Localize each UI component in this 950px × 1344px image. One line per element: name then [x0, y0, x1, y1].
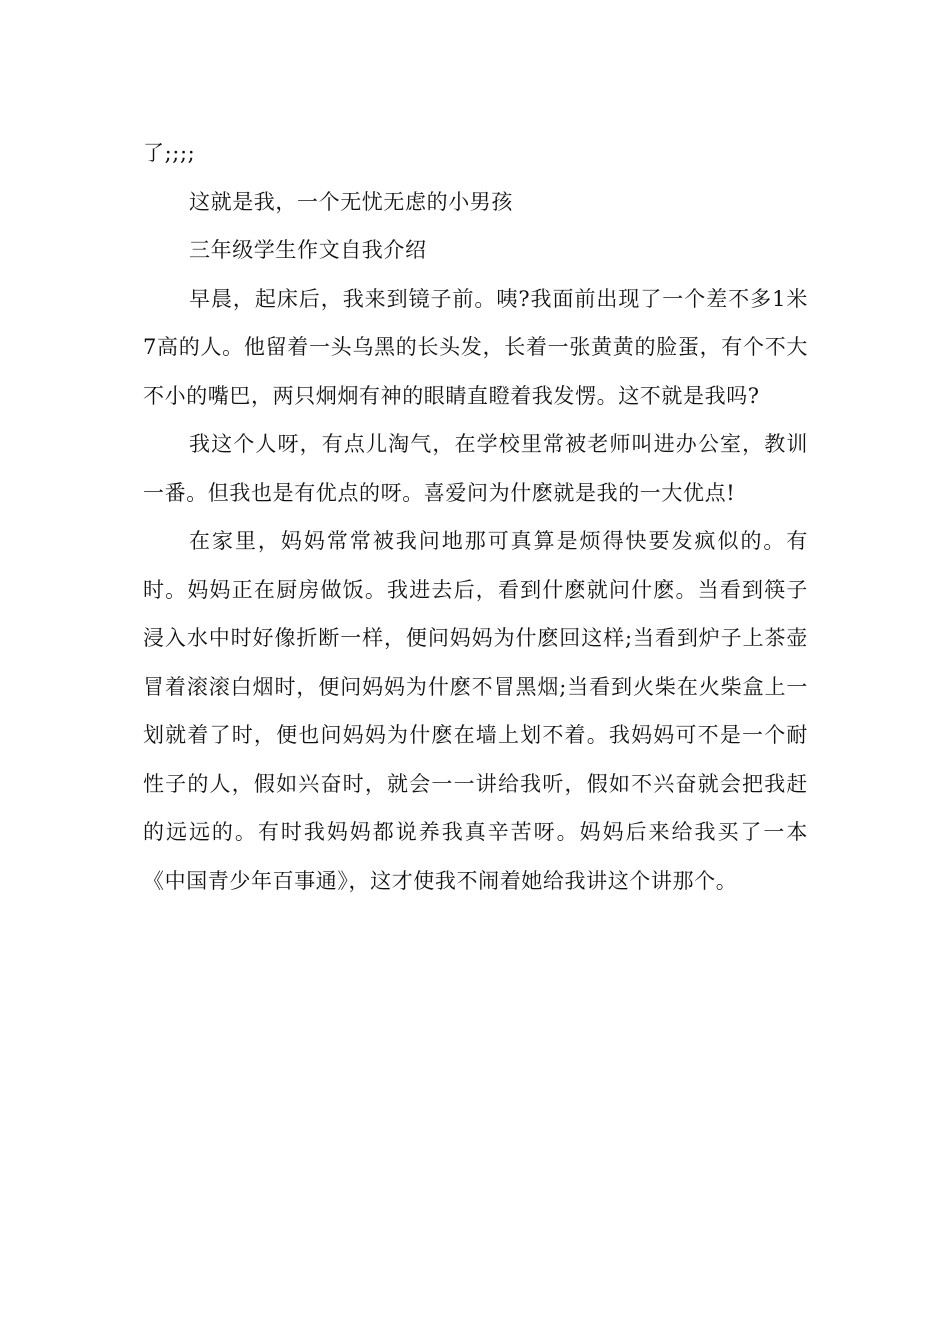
- paragraph-home: 在家里，妈妈常常被我问地那可真算是烦得快要发疯似的。有时。妈妈正在厨房做饭。我进去后，看到什麽就问什麽。当看到筷子浸入水中时好像折断一样，便问妈妈为什麽回这样;当看到炉子上茶壶冒着滚滚白烟时，便问妈妈为什麽不冒黑烟;当看到火柴在火柴盒上一划就着了时，便也问妈妈为什麽在墙上划不着。我妈妈可不是一个耐性子的人，假如兴奋时，就会一一讲给我听，假如不兴奋就会把我赶的远远的。有时我妈妈都说养我真辛苦呀。妈妈后来给我买了一本《中国青少年百事通》，这才使我不闹着她给我讲这个讲那个。: [143, 529, 808, 893]
- paragraph-continuation: 了;;;;: [143, 141, 196, 165]
- paragraph-personality: 我这个人呀，有点儿淘气，在学校里常被老师叫进办公室，教训一番。但我也是有优点的呀。喜爱问为什麽就是我的一大优点!: [143, 432, 808, 505]
- document-body: [143, 129, 808, 905]
- essay-title: 三年级学生作文自我介绍: [189, 238, 427, 262]
- paragraph-mirror: 早晨，起床后，我来到镜子前。咦?我面前出现了一个差不多1米7高的人。他留着一头乌黑的长头发，长着一张黄黄的脸蛋，有个不大不小的嘴巴，两只炯炯有神的眼睛直瞪着我发愣。这不就是我吗?: [143, 286, 808, 408]
- paragraph-closing-line: 这就是我，一个无忧无虑的小男孩: [189, 189, 513, 214]
